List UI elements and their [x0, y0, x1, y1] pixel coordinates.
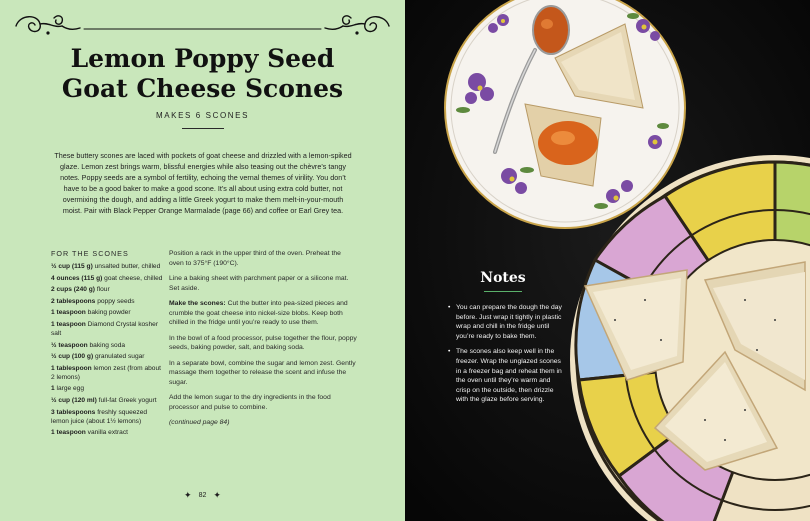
- notes-list: [448, 303, 566, 405]
- ingredient-quantity: 3 tablespoons: [51, 408, 96, 416]
- method-step: [169, 299, 357, 328]
- recipe-yield: MAKES 6 SCONES: [155, 111, 250, 120]
- ingredient-name: large egg: [56, 385, 85, 393]
- page-number: 82: [198, 492, 207, 499]
- ingredient-name: granulated sugar: [94, 353, 145, 361]
- recipe-title-line-1: Lemon Poppy Seed: [70, 44, 335, 73]
- ingredient-item: [51, 364, 163, 382]
- ingredient-item: [51, 262, 163, 271]
- method-step-text: Cut the butter into pea-sized pieces and crumble the goat cheese into nickel-size blobs. Keep both chilled in the fridge until you’re ready to use them.: [169, 300, 348, 326]
- ingredient-quantity: 2 cups (240 g): [51, 286, 95, 294]
- ingredient-item: [51, 320, 163, 338]
- ingredient-quantity: ½ cup (120 ml): [51, 396, 97, 404]
- ingredient-item: [51, 285, 163, 294]
- ingredient-name: baking soda: [89, 341, 126, 349]
- ingredient-quantity: ½ teaspoon: [51, 341, 88, 349]
- ingredient-name: baking powder: [87, 309, 131, 317]
- ingredient-item: [51, 384, 163, 393]
- ingredient-quantity: 2 tablespoons: [51, 297, 96, 305]
- ingredient-quantity: 1 teaspoon: [51, 429, 86, 437]
- ingredient-item: [51, 341, 163, 350]
- continued-note: (continued page 84): [169, 419, 230, 426]
- method-step: Add the lemon sugar to the dry ingredients in the food processor and pulse to combine.: [169, 394, 331, 411]
- yield-divider: [182, 128, 224, 129]
- method-step: Position a rack in the upper third of the oven. Preheat the oven to 375°F (190°C).: [169, 250, 341, 267]
- four-point-star-icon: ✦: [184, 490, 192, 500]
- note-item: • You can prepare the dough the day before. Just wrap it tightly in plastic wrap and chill in the fridge until you’re ready to bake them.: [448, 303, 566, 341]
- notes-box: [448, 270, 566, 411]
- ingredient-name: flour: [96, 286, 110, 294]
- method-step: Line a baking sheet with parchment paper or a silicone mat. Set aside.: [169, 275, 349, 292]
- ingredient-quantity: 1 teaspoon: [51, 320, 86, 328]
- four-point-star-icon: ✦: [213, 490, 221, 500]
- ingredients-header: FOR THE SCONES: [51, 249, 129, 258]
- ingredient-quantity: 1 tablespoon: [51, 364, 92, 372]
- method-step: In a separate bowl, combine the sugar and lemon zest. Gently massage them together to release the scent and infuse the sugar.: [169, 359, 356, 386]
- right-page: [405, 0, 810, 521]
- ingredient-quantity: ½ cup (100 g): [51, 353, 94, 361]
- ingredient-name: Diamond Crystal kosher salt: [51, 320, 159, 337]
- ingredient-quantity: 1 teaspoon: [51, 309, 86, 317]
- ingredient-quantity: ½ cup (115 g): [51, 263, 93, 270]
- ingredient-item: [51, 308, 163, 317]
- scones-photo: [405, 0, 810, 521]
- method-step: In the bowl of a food processor, pulse together the flour, poppy seeds, baking powder, salt, and baking soda.: [169, 334, 357, 351]
- page-folio: [0, 490, 405, 501]
- ingredient-item: [51, 408, 163, 426]
- method-steps: [169, 249, 357, 434]
- ingredient-item: [51, 274, 163, 283]
- note-item: • The scones also keep well in the freezer. Wrap the unglazed scones in a freezer bag and reheat them in the oven until they’re warm and crisp on the outside, then drizzle with the glaze before serving.: [448, 347, 566, 405]
- ingredient-quantity: 4 ounces (115 g): [51, 274, 103, 282]
- ingredient-item: [51, 297, 163, 306]
- ingredient-item: [51, 352, 163, 361]
- flourish-ornament-icon: [14, 10, 391, 40]
- notes-divider: [484, 291, 522, 292]
- ingredient-item: [51, 396, 163, 405]
- ingredient-name: vanilla extract: [87, 429, 128, 437]
- recipe-title: [0, 44, 405, 104]
- ingredient-name: freshly squeezed lemon juice (about 1½ lemons): [51, 408, 148, 425]
- floral-plate: [445, 0, 685, 228]
- recipe-intro: These buttery scones are laced with pockets of goat cheese and drizzled with a lemon-spiked glaze. Lemon zest brings warm, blissful energies while also teasing out the chèvre’s tangy notes. Poppy seeds are a symbol of fertility, echoing the vernal themes of virility. You don’t have to be a good baker to make a good scone. It’s all about using extra cold butter, not overmixing the dough, and adding a little Greek yogurt to make them melt-in-your-mouth moist. Pair with Black Pepper Orange Marmalade (page 66) and coffee or Earl Grey tea.: [54, 151, 352, 215]
- ingredients-list: [51, 249, 163, 440]
- recipe-title-line-2: Goat Cheese Scones: [61, 74, 344, 103]
- ingredient-quantity: 1: [51, 385, 55, 393]
- ingredient-item: [51, 428, 163, 437]
- ingredient-name: poppy seeds: [97, 297, 135, 305]
- method-subhead: Make the scones:: [169, 300, 226, 307]
- ingredient-name: lemon zest (from about 2 lemons): [51, 364, 161, 381]
- ingredient-name: full-fat Greek yogurt: [98, 396, 157, 404]
- ingredient-name: unsalted butter, chilled: [94, 263, 161, 270]
- notes-title: Notes: [480, 270, 526, 286]
- ingredient-name: goat cheese, chilled: [104, 274, 163, 282]
